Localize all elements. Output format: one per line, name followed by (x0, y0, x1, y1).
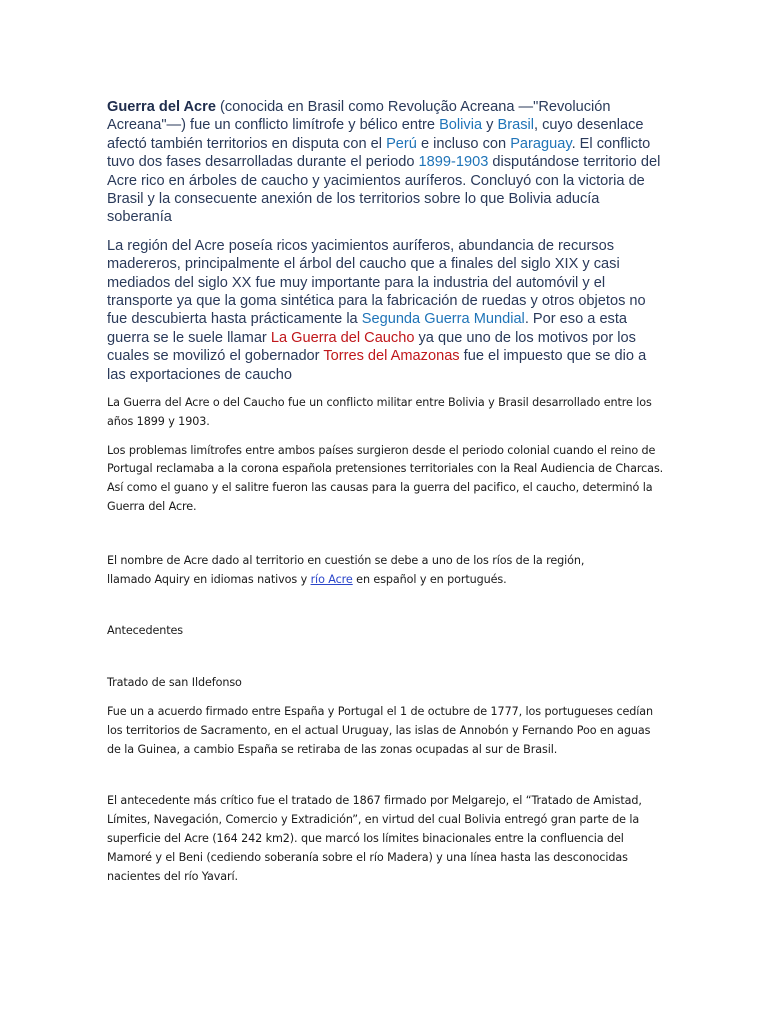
heading-tratado-san-ildefonso: Tratado de san Ildefonso (107, 676, 242, 690)
link-years[interactable]: 1899-1903 (418, 154, 489, 171)
intro-paragraph-1: Guerra del Acre (conocida en Brasil como Revolução Acreana —"Revolución Acreana"—) fue un conflicto limítrofe y bélico entre Bolivia y Brasil, cuyo desenlace afectó también territorios en disputa con el Perú e incluso con Paraguay. El conflicto tuvo dos fases desarrolladas durante el periodo 1899-1903 disputándose territorio del Acre rico en árboles de caucho y yacimientos auríferos. Concluyó con la victoria de Brasil y la consecuente anexión de los territorios sobre lo que Bolivia aducía soberanía (107, 99, 661, 226)
intro-paragraph-2: La región del Acre poseía ricos yacimientos auríferos, abundancia de recursos madereros, principalmente el árbol del caucho que a finales del siglo XIX y casi mediados del siglo XX fue muy importante para la industria del automóvil y el transporte ya que la goma sintética para la fabricación de ruedas y otros objetos no fue descubierta hasta prácticamente la Segunda Guerra Mundial. Por eso a esta guerra se le suele llamar La Guerra del Caucho ya que uno de los motivos por los cuales se movilizó el gobernador Torres del Amazonas fue el impuesto que se dio a las exportaciones de caucho (107, 237, 647, 383)
body-paragraph-3: El nombre de Acre dado al territorio en cuestión se debe a uno de los ríos de la región, llamado Aquiry en idiomas nativos y río Acre en español y en portugués. (107, 553, 585, 586)
body-section (107, 394, 667, 886)
body-paragraph-5: El antecedente más crítico fue el tratado de 1867 firmado por Melgarejo, el “Tratado de Amistad, Límites, Navegación, Comercio y Extradición”, en virtud del cual Bolivia entregó gran parte de la superficie del Acre (164 242 km2). que marcó los límites binacionales entre la confluencia del Mamoré y el Beni (cediendo soberanía sobre el río Madera) y una línea hasta las desconocidas nacientes del río Yavarí. (107, 794, 642, 883)
link-segunda-guerra-mundial[interactable]: Segunda Guerra Mundial (361, 311, 525, 328)
body-paragraph-2: Los problemas limítrofes entre ambos países surgieron desde el periodo colonial cuando el reino de Portugal reclamaba a la corona española pretensiones territoriales con la Real Audiencia de Charcas. Así como el guano y el salitre fueron las causas para la guerra del pacifico, el caucho, determinó la Guerra del Acre. (107, 443, 664, 514)
link-torres-del-amazonas[interactable]: Torres del Amazonas (323, 348, 460, 365)
link-guerra-del-caucho[interactable]: La Guerra del Caucho (270, 329, 415, 346)
link-paraguay[interactable]: Paraguay (510, 135, 572, 152)
article-title: Guerra del Acre (107, 99, 216, 115)
link-brasil[interactable]: Brasil (497, 117, 534, 134)
heading-antecedentes: Antecedentes (107, 624, 184, 638)
link-peru[interactable]: Perú (386, 135, 417, 152)
body-paragraph-1: La Guerra del Acre o del Caucho fue un conflicto militar entre Bolivia y Brasil desarrollado entre los años 1899 y 1903. (107, 396, 652, 428)
body-paragraph-4: Fue un a acuerdo firmado entre España y Portugal el 1 de octubre de 1777, los portugueses cedían los territorios de Sacramento, en el actual Uruguay, las islas de Annobón y Fernando Poo en aguas de la Guinea, a cambio España se retiraba de las zonas ocupadas al sur de Brasil. (107, 705, 654, 756)
document-page (107, 98, 667, 886)
link-bolivia[interactable]: Bolivia (439, 117, 483, 134)
link-rio-acre[interactable]: río Acre (310, 572, 353, 586)
intro-section (107, 98, 667, 384)
